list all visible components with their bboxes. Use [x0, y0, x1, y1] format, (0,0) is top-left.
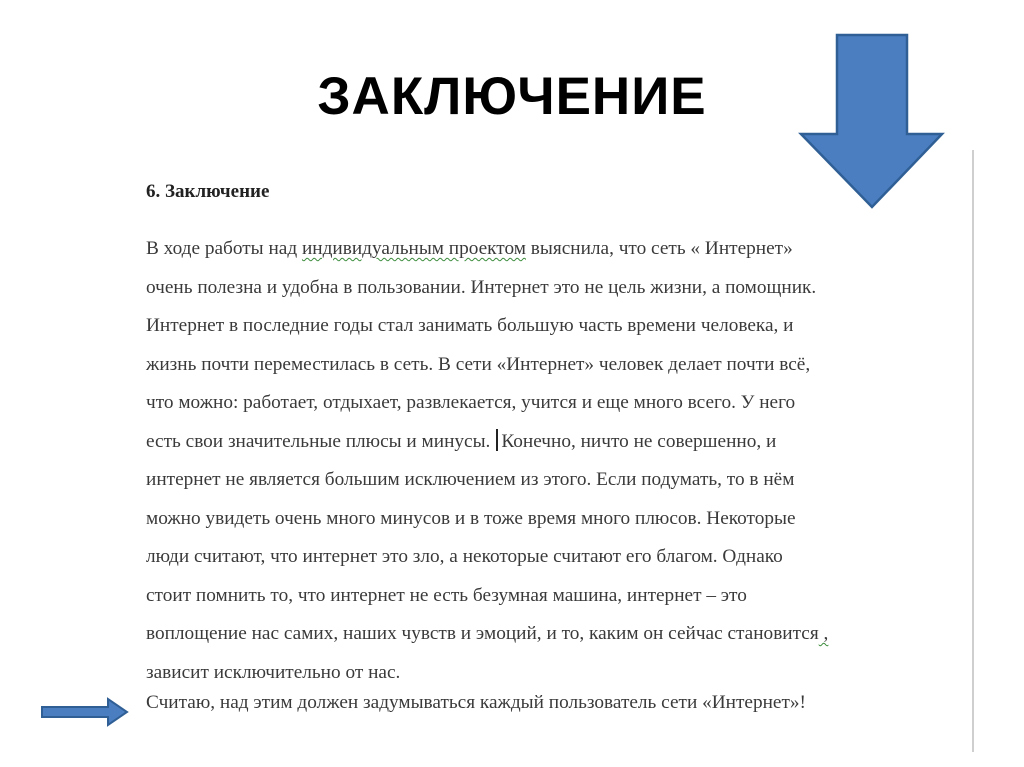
line-segment: есть свои значительные плюсы и минусы. — [146, 430, 491, 452]
slide-title: ЗАКЛЮЧЕНИЕ — [317, 67, 707, 126]
text-line-8 — [146, 506, 926, 545]
line-segment: жизнь почти переместилась в сеть. В сети «Интернет» человек делает почти всё, — [146, 353, 811, 375]
text-line-12 — [146, 660, 926, 690]
text-line-9 — [146, 544, 926, 583]
text-line-3 — [146, 313, 926, 352]
document-page — [146, 178, 926, 720]
text-line-10 — [146, 583, 926, 622]
text-line-2 — [146, 275, 926, 314]
right-arrow-icon — [40, 696, 130, 730]
line-segment: Интернет в последние годы стал занимать большую часть времени человека, и — [146, 315, 794, 336]
spellcheck-underlined-text: индивидуальным проектом — [301, 238, 526, 259]
line-segment: что можно: работает, отдыхает, развлекается, учится и еще много всего. У него — [146, 392, 796, 413]
text-line-4 — [146, 352, 926, 391]
line-segment: выяснила, что сеть « Интернет» — [525, 238, 793, 259]
text-cursor — [496, 429, 498, 451]
text-line-11 — [146, 621, 926, 660]
conclusion-text — [146, 236, 926, 720]
page-edge-divider — [972, 150, 974, 752]
spellcheck-underlined-text: , — [818, 623, 829, 644]
line-segment: очень полезна и удобна в пользовании. Интернет это не цель жизни, а помощник. — [146, 276, 817, 298]
text-line-13 — [146, 690, 926, 720]
line-segment: В ходе работы над — [146, 238, 302, 259]
line-segment: воплощение нас самих, наших чувств и эмоций, и то, каким он сейчас становится — [146, 623, 819, 644]
line-segment: Конечно, ничто не совершенно, и — [501, 430, 777, 452]
text-line-6 — [146, 429, 926, 468]
line-segment: Считаю, над этим должен задумываться каждый пользователь сети «Интернет»! — [146, 691, 806, 713]
text-line-7 — [146, 467, 926, 506]
section-heading: 6. Заключение — [146, 181, 270, 202]
line-segment: стоит помнить то, что интернет не есть безумная машина, интернет – это — [146, 584, 747, 606]
line-segment: интернет не является большим исключением из этого. Если подумать, то в нём — [146, 469, 795, 490]
line-segment: можно увидеть очень много минусов и в тоже время много плюсов. Некоторые — [146, 507, 796, 529]
text-line-1 — [146, 236, 926, 275]
line-segment: зависит исключительно от нас. — [146, 661, 401, 683]
line-segment: люди считают, что интернет это зло, а некоторые считают его благом. Однако — [146, 546, 783, 567]
text-line-5 — [146, 390, 926, 429]
